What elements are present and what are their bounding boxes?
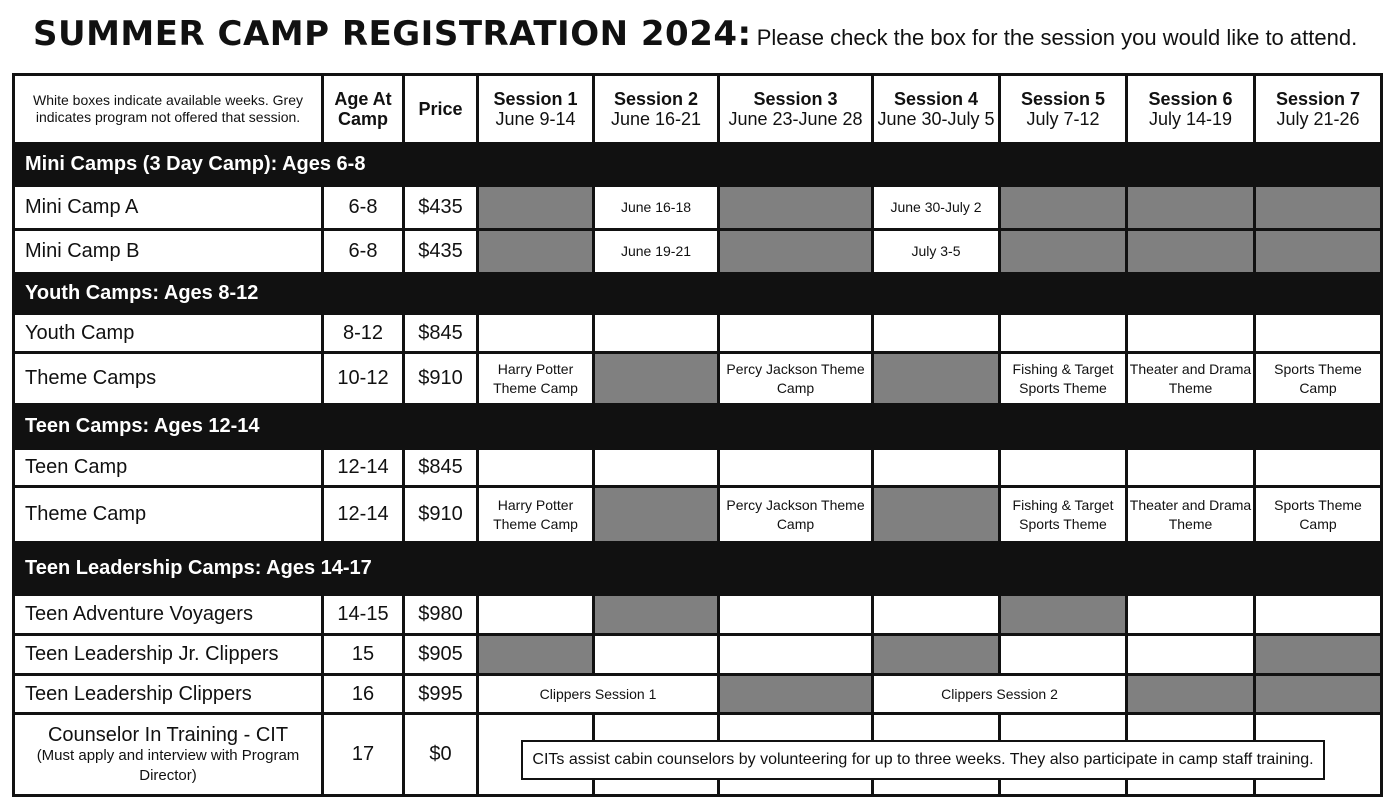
- session-unavailable: [873, 487, 1000, 543]
- title-instructions: Please check the box for the session you would like to attend.: [756, 25, 1358, 50]
- camp-name: [14, 714, 323, 796]
- session-checkbox[interactable]: Theater and Drama Theme: [1127, 353, 1255, 405]
- session-checkbox[interactable]: [1127, 314, 1255, 353]
- camp-name: Theme Camps: [14, 353, 323, 405]
- legend-note: White boxes indicate available weeks. Grey indicates program not offered that session.: [14, 75, 323, 144]
- session-unavailable: [478, 230, 594, 274]
- session-checkbox[interactable]: [1000, 314, 1127, 353]
- session-unavailable: [873, 635, 1000, 675]
- session-3-header: [719, 75, 873, 144]
- session-5-dates: July 7-12: [1026, 109, 1100, 129]
- session-checkbox[interactable]: [478, 595, 594, 635]
- table-row-theme-camp: [14, 487, 1382, 543]
- camp-price: $910: [404, 353, 478, 405]
- table-row-youth-camp: [14, 314, 1382, 353]
- session-checkbox[interactable]: [594, 314, 719, 353]
- session-checkbox[interactable]: [1000, 449, 1127, 487]
- table-row-teen-leadership-clippers: [14, 675, 1382, 714]
- session-checkbox[interactable]: [1000, 635, 1127, 675]
- table-row-teen-adventure-voyagers: [14, 595, 1382, 635]
- session-checkbox[interactable]: [1255, 595, 1382, 635]
- camp-price: $845: [404, 449, 478, 487]
- session-unavailable: [873, 353, 1000, 405]
- session-checkbox[interactable]: Sports Theme Camp: [1255, 487, 1382, 543]
- session-5-name: Session 5: [1020, 89, 1106, 109]
- session-2-name: Session 2: [613, 89, 699, 109]
- cit-info-box: CITs assist cabin counselors by volunteering for up to three weeks. They also participate in camp staff training.: [521, 740, 1325, 780]
- session-checkbox[interactable]: [1255, 449, 1382, 487]
- section-teen-camps: [14, 405, 1382, 449]
- session-checkbox[interactable]: Fishing & Target Sports Theme: [1000, 353, 1127, 405]
- table-row-teen-camp: [14, 449, 1382, 487]
- session-unavailable: [478, 635, 594, 675]
- camp-age: 15: [323, 635, 404, 675]
- session-2-dates: June 16-21: [610, 109, 702, 129]
- table-row-theme-camps: [14, 353, 1382, 405]
- session-checkbox[interactable]: [873, 595, 1000, 635]
- session-unavailable: [1255, 635, 1382, 675]
- header-row: [14, 75, 1382, 144]
- table-row-teen-leadership-jr-clippers: [14, 635, 1382, 675]
- camp-age: 17: [323, 714, 404, 796]
- session-1-dates: June 9-14: [495, 109, 576, 129]
- camp-name: Theme Camp: [14, 487, 323, 543]
- camp-name: Teen Leadership Clippers: [14, 675, 323, 714]
- camp-price: $905: [404, 635, 478, 675]
- section-youth-camps: [14, 274, 1382, 314]
- session-2-header: [594, 75, 719, 144]
- session-checkbox[interactable]: June 16-18: [594, 186, 719, 230]
- session-checkbox[interactable]: Theater and Drama Theme: [1127, 487, 1255, 543]
- session-unavailable: [1000, 186, 1127, 230]
- camp-age: 16: [323, 675, 404, 714]
- session-checkbox[interactable]: Harry Potter Theme Camp: [478, 353, 594, 405]
- page-title: [33, 14, 1357, 66]
- session-checkbox[interactable]: Percy Jackson Theme Camp: [719, 487, 873, 543]
- session-checkbox[interactable]: [594, 635, 719, 675]
- session-6-header: [1127, 75, 1255, 144]
- session-4-name: Session 4: [893, 89, 979, 109]
- camp-name: Mini Camp B: [14, 230, 323, 274]
- camp-price: $980: [404, 595, 478, 635]
- session-6-name: Session 6: [1148, 89, 1233, 109]
- session-checkbox[interactable]: Sports Theme Camp: [1255, 353, 1382, 405]
- session-unavailable: [1255, 675, 1382, 714]
- session-checkbox[interactable]: [1127, 595, 1255, 635]
- section-mini-camps: [14, 144, 1382, 186]
- camp-age: 12-14: [323, 449, 404, 487]
- session-checkbox[interactable]: [1255, 314, 1382, 353]
- session-checkbox[interactable]: Clippers Session 2: [873, 675, 1127, 714]
- session-checkbox[interactable]: [719, 635, 873, 675]
- session-3-name: Session 3: [753, 89, 838, 109]
- session-checkbox[interactable]: Harry Potter Theme Camp: [478, 487, 594, 543]
- section-title: Teen Camps: Ages 12-14: [14, 405, 1382, 449]
- session-5-header: [1000, 75, 1127, 144]
- session-checkbox[interactable]: Clippers Session 1: [478, 675, 719, 714]
- camp-name: Mini Camp A: [14, 186, 323, 230]
- session-checkbox[interactable]: [1127, 635, 1255, 675]
- session-7-name: Session 7: [1275, 89, 1361, 109]
- session-checkbox[interactable]: Fishing & Target Sports Theme: [1000, 487, 1127, 543]
- camp-price: $995: [404, 675, 478, 714]
- session-7-dates: July 21-26: [1276, 109, 1360, 129]
- camp-name: Teen Adventure Voyagers: [14, 595, 323, 635]
- table-row-mini-camp-b: [14, 230, 1382, 274]
- session-4-dates: June 30-July 5: [877, 109, 995, 129]
- session-1-header: [478, 75, 594, 144]
- session-6-dates: July 14-19: [1148, 109, 1233, 129]
- session-4-header: [873, 75, 1000, 144]
- session-checkbox[interactable]: [1127, 449, 1255, 487]
- camp-age: 12-14: [323, 487, 404, 543]
- session-checkbox[interactable]: [719, 314, 873, 353]
- session-unavailable: [719, 230, 873, 274]
- session-unavailable: [719, 675, 873, 714]
- session-checkbox[interactable]: [719, 595, 873, 635]
- camp-age: 6-8: [323, 186, 404, 230]
- session-unavailable: [1255, 230, 1382, 274]
- camp-name: Teen Camp: [14, 449, 323, 487]
- session-checkbox[interactable]: June 30-July 2: [873, 186, 1000, 230]
- session-checkbox[interactable]: Percy Jackson Theme Camp: [719, 353, 873, 405]
- session-checkbox[interactable]: [873, 314, 1000, 353]
- section-title: Teen Leadership Camps: Ages 14-17: [14, 543, 1382, 595]
- table-row-mini-camp-a: [14, 186, 1382, 230]
- session-unavailable: [1127, 230, 1255, 274]
- camp-age: 10-12: [323, 353, 404, 405]
- camp-age: 6-8: [323, 230, 404, 274]
- session-unavailable: [1127, 186, 1255, 230]
- session-unavailable: [594, 353, 719, 405]
- session-unavailable: [1000, 595, 1127, 635]
- session-7-header: [1255, 75, 1382, 144]
- session-unavailable: [1255, 186, 1382, 230]
- cit-requirement-note: (Must apply and interview with Program Director): [36, 746, 300, 784]
- registration-table: [12, 73, 1383, 797]
- camp-age: 8-12: [323, 314, 404, 353]
- session-checkbox[interactable]: [594, 449, 719, 487]
- camp-price: $435: [404, 186, 478, 230]
- section-leadership-camps: [14, 543, 1382, 595]
- session-checkbox[interactable]: July 3-5: [873, 230, 1000, 274]
- camp-age: 14-15: [323, 595, 404, 635]
- camp-name: Teen Leadership Jr. Clippers: [14, 635, 323, 675]
- session-checkbox[interactable]: June 19-21: [594, 230, 719, 274]
- session-unavailable: [478, 186, 594, 230]
- section-title: Youth Camps: Ages 8-12: [14, 274, 1382, 314]
- session-checkbox[interactable]: [873, 449, 1000, 487]
- session-unavailable: [594, 595, 719, 635]
- price-column-header: Price: [404, 75, 478, 144]
- cit-title: Counselor In Training - CIT: [47, 723, 289, 746]
- session-1-name: Session 1: [493, 89, 578, 109]
- session-checkbox[interactable]: [478, 314, 594, 353]
- session-unavailable: [719, 186, 873, 230]
- camp-price: $435: [404, 230, 478, 274]
- age-column-header: Age At Camp: [323, 75, 404, 144]
- camp-price: $845: [404, 314, 478, 353]
- session-unavailable: [1127, 675, 1255, 714]
- camp-price: $0: [404, 714, 478, 796]
- session-checkbox[interactable]: [478, 449, 594, 487]
- title-main: SUMMER CAMP REGISTRATION 2024:: [33, 14, 752, 54]
- section-title: Mini Camps (3 Day Camp): Ages 6-8: [14, 144, 1382, 186]
- camp-price: $910: [404, 487, 478, 543]
- session-unavailable: [594, 487, 719, 543]
- session-unavailable: [1000, 230, 1127, 274]
- camp-name: Youth Camp: [14, 314, 323, 353]
- session-checkbox[interactable]: [719, 449, 873, 487]
- session-3-dates: June 23-June 28: [728, 109, 863, 129]
